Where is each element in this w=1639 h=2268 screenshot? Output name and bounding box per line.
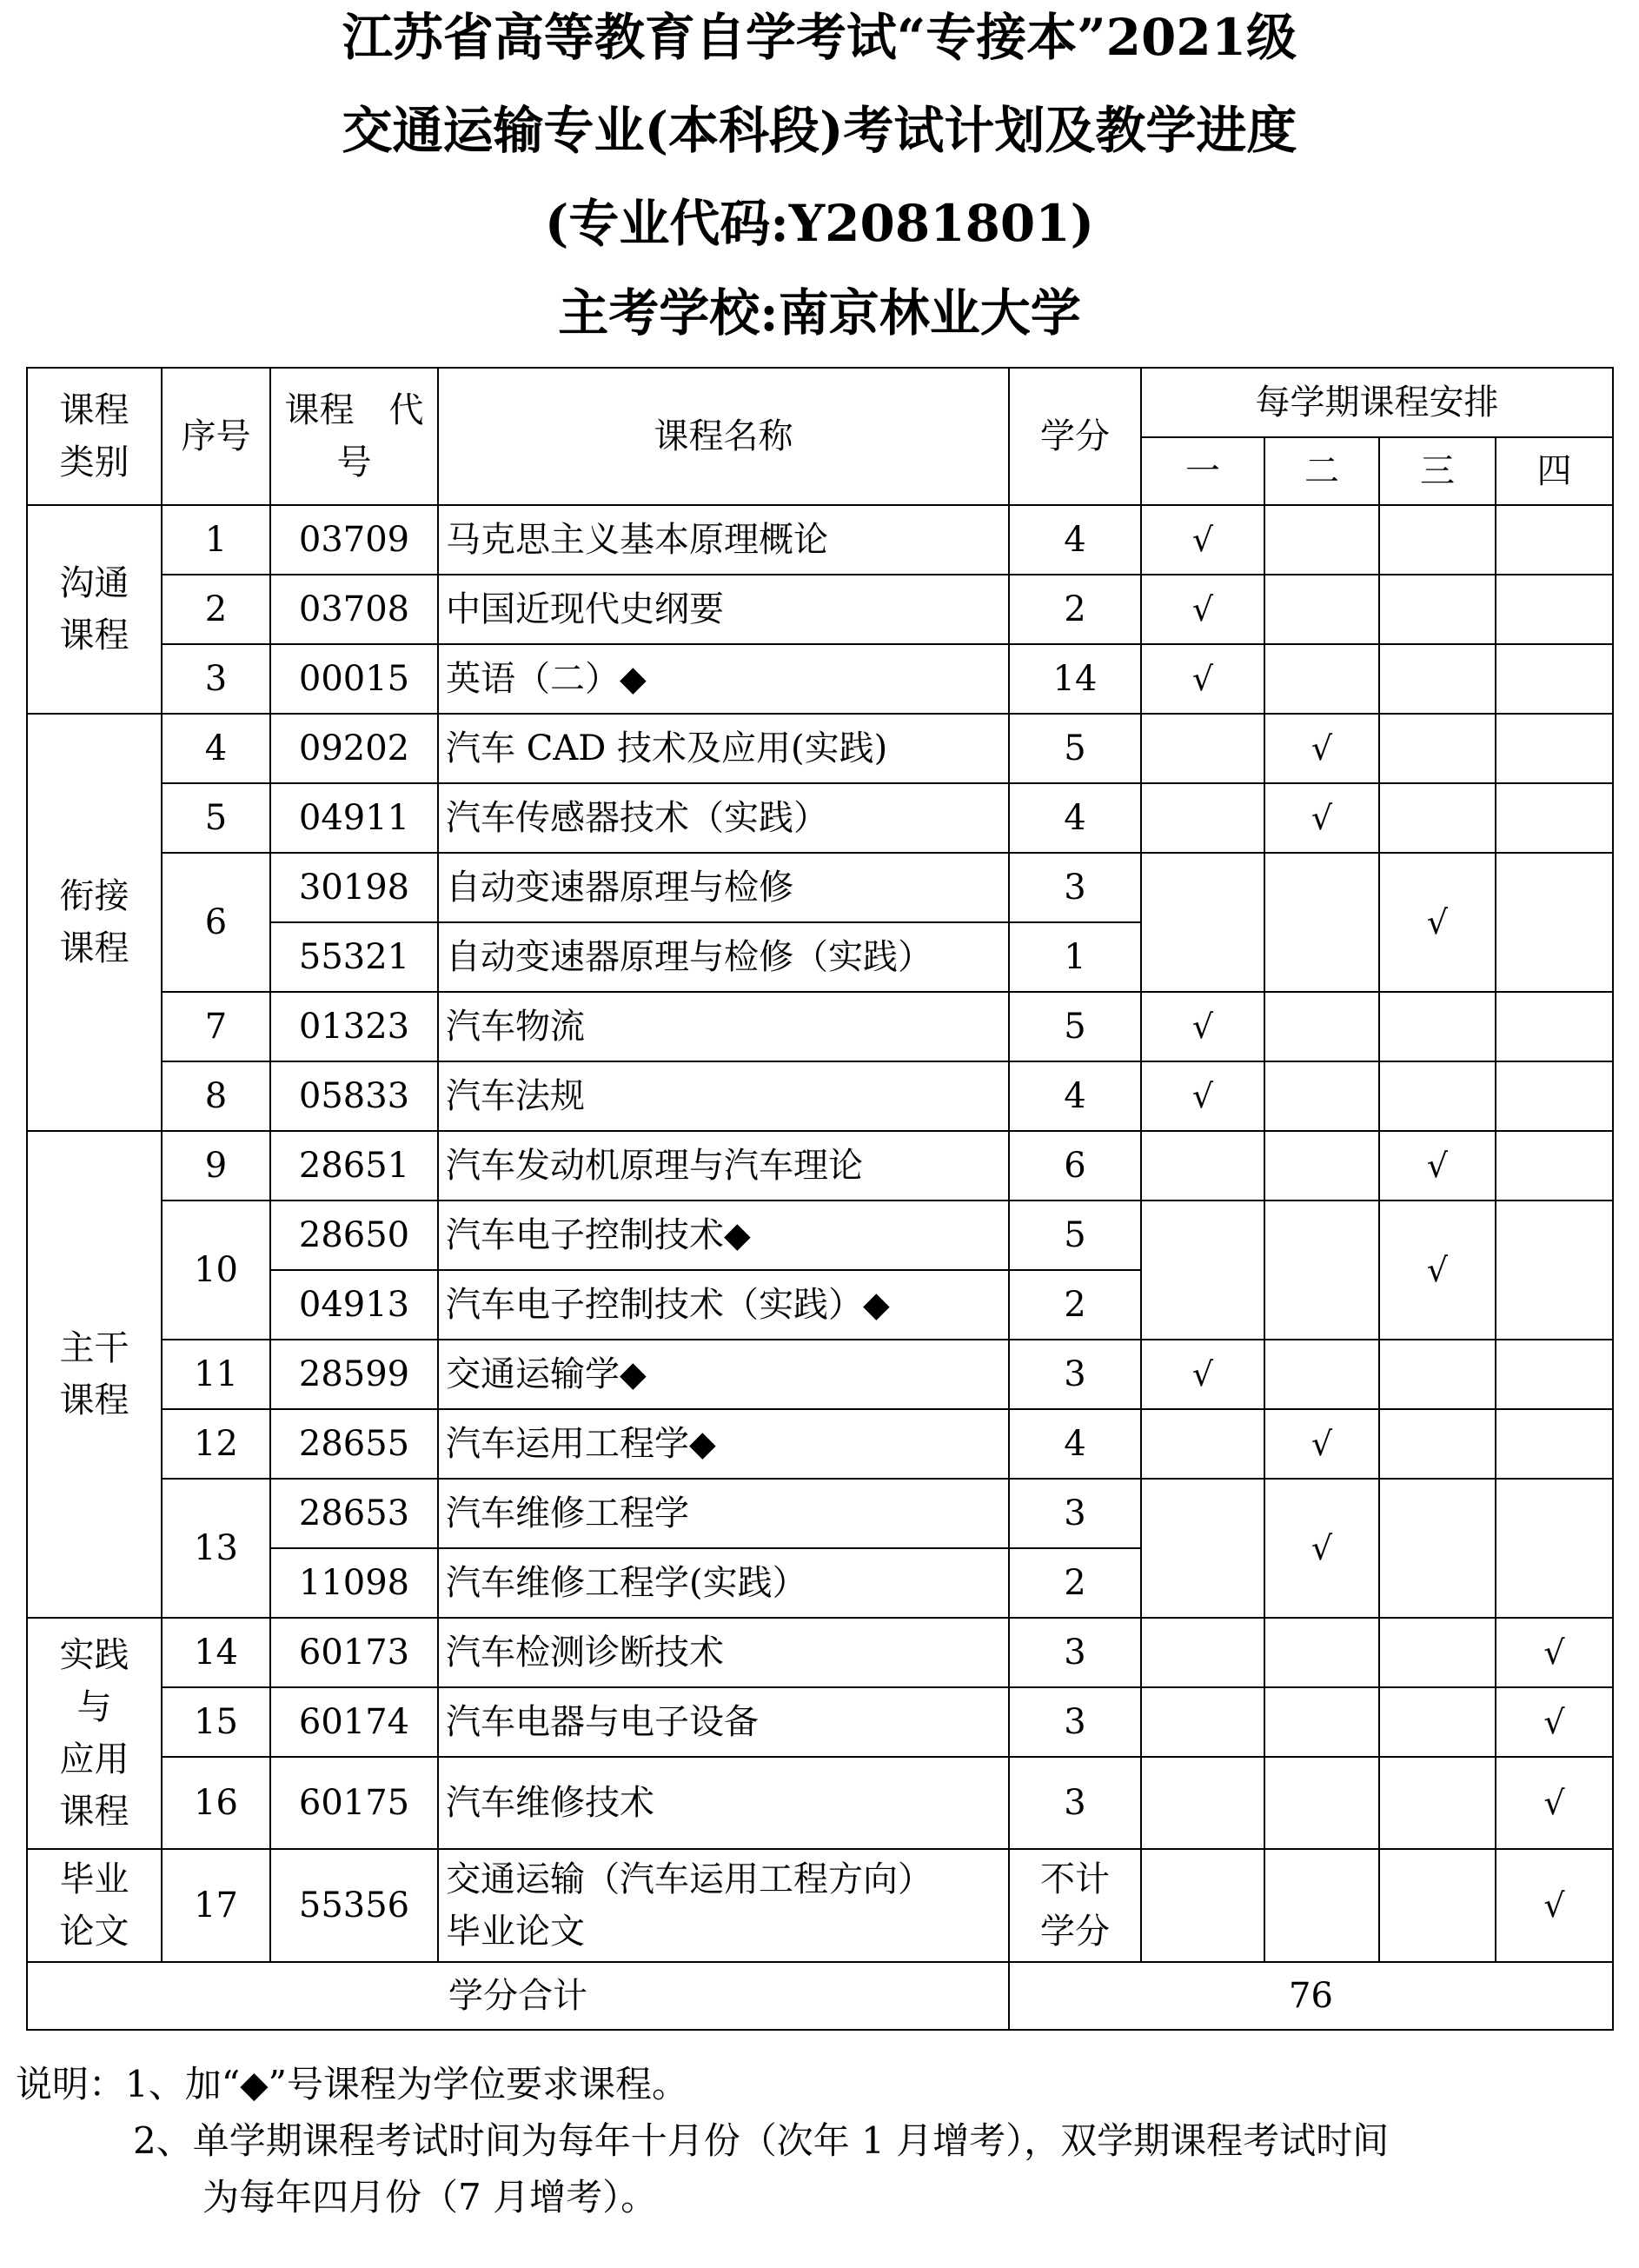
credit-cell: 1 <box>1009 922 1141 992</box>
empty-cell <box>1496 853 1613 992</box>
code-cell: 28651 <box>270 1131 438 1201</box>
header-sem-3: 三 <box>1379 437 1496 505</box>
check-mark: √ <box>1141 575 1264 644</box>
code-cell: 11098 <box>270 1548 438 1618</box>
seq-cell: 11 <box>162 1340 270 1409</box>
total-value: 76 <box>1009 1962 1613 2030</box>
empty-cell <box>1141 1479 1264 1618</box>
table-row <box>27 1340 1613 1409</box>
name-cell: 汽车检测诊断技术 <box>438 1618 1009 1687</box>
credit-cell: 4 <box>1009 783 1141 853</box>
empty-cell <box>1496 1061 1613 1131</box>
empty-cell <box>1496 1131 1613 1201</box>
table-row <box>27 783 1613 853</box>
empty-cell <box>1496 1340 1613 1409</box>
major-code-line: (专业代码:Y2081801) <box>544 194 1095 253</box>
empty-cell <box>1379 505 1496 575</box>
code-cell: 55356 <box>270 1849 438 1962</box>
credit-cell: 3 <box>1009 1757 1141 1849</box>
empty-cell <box>1264 1618 1379 1687</box>
category-shijian-line-4: 课程 <box>59 1792 129 1832</box>
header-sem-4: 四 <box>1496 437 1613 505</box>
empty-cell <box>1141 1618 1264 1687</box>
total-row <box>27 1962 1613 2030</box>
check-mark: √ <box>1264 1409 1379 1479</box>
name-cell: 汽车维修工程学 <box>438 1479 1009 1548</box>
code-cell: 60174 <box>270 1687 438 1757</box>
credit-cell-line-2: 学分 <box>1040 1912 1110 1952</box>
empty-cell <box>1379 1849 1496 1962</box>
name-cell: 汽车电器与电子设备 <box>438 1687 1009 1757</box>
category-xianjie-line-2: 课程 <box>59 928 129 968</box>
check-mark: √ <box>1264 714 1379 783</box>
check-mark: √ <box>1496 1757 1613 1849</box>
header-category-line-2: 类别 <box>59 442 129 482</box>
credit-cell: 4 <box>1009 1409 1141 1479</box>
empty-cell <box>1496 505 1613 575</box>
category-biye <box>27 1849 162 1962</box>
name-cell: 汽车维修技术 <box>438 1757 1009 1849</box>
empty-cell <box>1496 1479 1613 1618</box>
empty-cell <box>1379 992 1496 1061</box>
empty-cell <box>1496 783 1613 853</box>
table-row <box>27 992 1613 1061</box>
category-shijian <box>27 1618 162 1849</box>
table-row <box>27 1131 1613 1201</box>
code-cell: 03709 <box>270 505 438 575</box>
name-cell: 自动变速器原理与检修（实践） <box>438 922 1009 992</box>
code-cell: 00015 <box>270 644 438 714</box>
empty-cell <box>1379 644 1496 714</box>
category-xianjie-line-1: 衔接 <box>59 876 129 916</box>
name-cell: 自动变速器原理与检修 <box>438 853 1009 922</box>
table-row <box>27 1479 1613 1548</box>
total-label: 学分合计 <box>27 1962 1009 2030</box>
empty-cell <box>1264 575 1379 644</box>
table-row <box>27 1061 1613 1131</box>
empty-cell <box>1264 1340 1379 1409</box>
credit-cell: 3 <box>1009 1687 1141 1757</box>
header-code-line-1: 课程 代 <box>284 390 424 430</box>
check-mark: √ <box>1141 505 1264 575</box>
code-cell: 09202 <box>270 714 438 783</box>
credit-cell: 3 <box>1009 1479 1141 1548</box>
check-mark: √ <box>1379 1201 1496 1340</box>
credit-cell: 5 <box>1009 714 1141 783</box>
credit-cell <box>1009 1849 1141 1962</box>
category-shijian-line-2: 与 <box>76 1687 112 1727</box>
notes <box>16 2056 1623 2225</box>
credit-cell: 4 <box>1009 1061 1141 1131</box>
seq-cell: 16 <box>162 1757 270 1849</box>
empty-cell <box>1141 1409 1264 1479</box>
credit-cell: 3 <box>1009 853 1141 922</box>
empty-cell <box>1496 644 1613 714</box>
seq-cell: 10 <box>162 1201 270 1340</box>
seq-cell: 15 <box>162 1687 270 1757</box>
seq-cell: 8 <box>162 1061 270 1131</box>
name-cell: 交通运输学◆ <box>438 1340 1009 1409</box>
table-row <box>27 1409 1613 1479</box>
check-mark: √ <box>1264 783 1379 853</box>
name-cell: 中国近现代史纲要 <box>438 575 1009 644</box>
document-title-line-2: 交通运输专业(本科段)考试计划及教学进度 <box>342 101 1297 160</box>
header-category-line-1: 课程 <box>59 390 129 430</box>
category-goutong-line-1: 沟通 <box>59 563 129 603</box>
empty-cell <box>1379 1061 1496 1131</box>
category-shijian-line-3: 应用 <box>59 1739 129 1779</box>
empty-cell <box>1264 1131 1379 1201</box>
table-row <box>27 1849 1613 1962</box>
code-cell: 60175 <box>270 1757 438 1849</box>
empty-cell <box>1264 505 1379 575</box>
check-mark: √ <box>1379 1131 1496 1201</box>
check-mark: √ <box>1141 1061 1264 1131</box>
empty-cell <box>1264 1687 1379 1757</box>
credit-cell: 3 <box>1009 1618 1141 1687</box>
seq-cell: 3 <box>162 644 270 714</box>
name-cell: 汽车电子控制技术（实践）◆ <box>438 1270 1009 1340</box>
empty-cell <box>1379 1409 1496 1479</box>
empty-cell <box>1264 853 1379 992</box>
table-row <box>27 1687 1613 1757</box>
empty-cell <box>1141 1131 1264 1201</box>
seq-cell: 12 <box>162 1409 270 1479</box>
category-biye-line-1: 毕业 <box>59 1859 129 1899</box>
seq-cell: 1 <box>162 505 270 575</box>
check-mark: √ <box>1496 1618 1613 1687</box>
header-code <box>270 368 438 505</box>
seq-cell: 6 <box>162 853 270 992</box>
credit-cell: 2 <box>1009 1548 1141 1618</box>
code-cell: 60173 <box>270 1618 438 1687</box>
table-row <box>27 505 1613 575</box>
name-cell: 汽车运用工程学◆ <box>438 1409 1009 1479</box>
note-line-1: 说明：1、加“◆”号课程为学位要求课程。 <box>16 2063 688 2105</box>
name-cell-line-1: 交通运输（汽车运用工程方向） <box>446 1859 932 1899</box>
seq-cell: 4 <box>162 714 270 783</box>
empty-cell <box>1141 1201 1264 1340</box>
header-sem-1: 一 <box>1141 437 1264 505</box>
table-row <box>27 575 1613 644</box>
code-cell: 30198 <box>270 853 438 922</box>
empty-cell <box>1264 644 1379 714</box>
exam-plan-table <box>26 367 1614 2031</box>
header-schedule: 每学期课程安排 <box>1141 368 1613 437</box>
empty-cell <box>1379 1757 1496 1849</box>
category-biye-line-2: 论文 <box>59 1912 129 1952</box>
check-mark: √ <box>1264 1479 1379 1618</box>
name-cell: 汽车维修工程学(实践） <box>438 1548 1009 1618</box>
name-cell <box>438 1849 1009 1962</box>
seq-cell: 17 <box>162 1849 270 1962</box>
check-mark: √ <box>1379 853 1496 992</box>
header-credit: 学分 <box>1009 368 1141 505</box>
note-line-2: 2、单学期课程考试时间为每年十月份（次年 1 月增考），双学期课程考试时间 <box>133 2119 1390 2162</box>
code-cell: 03708 <box>270 575 438 644</box>
category-xianjie <box>27 714 162 1131</box>
name-cell: 汽车电子控制技术◆ <box>438 1201 1009 1270</box>
header-category <box>27 368 162 505</box>
empty-cell <box>1496 992 1613 1061</box>
empty-cell <box>1496 575 1613 644</box>
credit-cell: 2 <box>1009 575 1141 644</box>
check-mark: √ <box>1496 1687 1613 1757</box>
empty-cell <box>1379 1618 1496 1687</box>
empty-cell <box>1264 1849 1379 1962</box>
name-cell: 汽车物流 <box>438 992 1009 1061</box>
empty-cell <box>1379 1340 1496 1409</box>
name-cell: 马克思主义基本原理概论 <box>438 505 1009 575</box>
credit-cell: 3 <box>1009 1340 1141 1409</box>
empty-cell <box>1379 1687 1496 1757</box>
category-zhugan-line-1: 主干 <box>59 1328 129 1368</box>
name-cell: 汽车发动机原理与汽车理论 <box>438 1131 1009 1201</box>
note-line-3: 为每年四月份（7 月增考）。 <box>202 2176 658 2218</box>
table-row <box>27 714 1613 783</box>
name-cell: 汽车 CAD 技术及应用(实践) <box>438 714 1009 783</box>
table-row <box>27 1201 1613 1270</box>
credit-cell: 5 <box>1009 1201 1141 1270</box>
name-cell: 英语（二）◆ <box>438 644 1009 714</box>
name-cell-line-2: 毕业论文 <box>446 1912 585 1952</box>
empty-cell <box>1496 1201 1613 1340</box>
table-row <box>27 853 1613 922</box>
code-cell: 55321 <box>270 922 438 992</box>
code-cell: 28650 <box>270 1201 438 1270</box>
seq-cell: 7 <box>162 992 270 1061</box>
category-zhugan <box>27 1131 162 1618</box>
empty-cell <box>1141 1849 1264 1962</box>
category-goutong-line-2: 课程 <box>59 615 129 655</box>
check-mark: √ <box>1141 644 1264 714</box>
code-cell: 05833 <box>270 1061 438 1131</box>
check-mark: √ <box>1496 1849 1613 1962</box>
empty-cell <box>1379 1479 1496 1618</box>
category-goutong <box>27 505 162 714</box>
check-mark: √ <box>1141 992 1264 1061</box>
empty-cell <box>1141 1757 1264 1849</box>
empty-cell <box>1264 1061 1379 1131</box>
empty-cell <box>1264 1757 1379 1849</box>
document-title-line-1: 江苏省高等教育自学考试“专接本”2021级 <box>342 8 1297 67</box>
credit-cell: 2 <box>1009 1270 1141 1340</box>
seq-cell: 14 <box>162 1618 270 1687</box>
code-cell: 01323 <box>270 992 438 1061</box>
credit-cell: 5 <box>1009 992 1141 1061</box>
header-seq: 序号 <box>162 368 270 505</box>
credit-cell-line-1: 不计 <box>1040 1859 1110 1899</box>
empty-cell <box>1264 1201 1379 1340</box>
category-zhugan-line-2: 课程 <box>59 1380 129 1420</box>
host-school-line: 主考学校:南京林业大学 <box>558 283 1081 343</box>
header-row-1 <box>27 368 1613 437</box>
credit-cell: 14 <box>1009 644 1141 714</box>
header-sem-2: 二 <box>1264 437 1379 505</box>
table-row <box>27 1757 1613 1849</box>
code-cell: 28653 <box>270 1479 438 1548</box>
empty-cell <box>1496 714 1613 783</box>
empty-cell <box>1379 783 1496 853</box>
credit-cell: 4 <box>1009 505 1141 575</box>
empty-cell <box>1379 714 1496 783</box>
name-cell: 汽车传感器技术（实践） <box>438 783 1009 853</box>
seq-cell: 5 <box>162 783 270 853</box>
header-code-line-2: 号 <box>336 442 372 482</box>
credit-cell: 6 <box>1009 1131 1141 1201</box>
seq-cell: 2 <box>162 575 270 644</box>
empty-cell <box>1141 783 1264 853</box>
seq-cell: 9 <box>162 1131 270 1201</box>
code-cell: 28655 <box>270 1409 438 1479</box>
code-cell: 04911 <box>270 783 438 853</box>
empty-cell <box>1141 714 1264 783</box>
code-cell: 04913 <box>270 1270 438 1340</box>
code-cell: 28599 <box>270 1340 438 1409</box>
seq-cell: 13 <box>162 1479 270 1618</box>
empty-cell <box>1141 853 1264 992</box>
header-name: 课程名称 <box>438 368 1009 505</box>
name-cell: 汽车法规 <box>438 1061 1009 1131</box>
empty-cell <box>1141 1687 1264 1757</box>
table-row <box>27 644 1613 714</box>
category-shijian-line-1: 实践 <box>59 1635 129 1675</box>
empty-cell <box>1379 575 1496 644</box>
empty-cell <box>1496 1409 1613 1479</box>
table-row <box>27 1618 1613 1687</box>
check-mark: √ <box>1141 1340 1264 1409</box>
empty-cell <box>1264 992 1379 1061</box>
